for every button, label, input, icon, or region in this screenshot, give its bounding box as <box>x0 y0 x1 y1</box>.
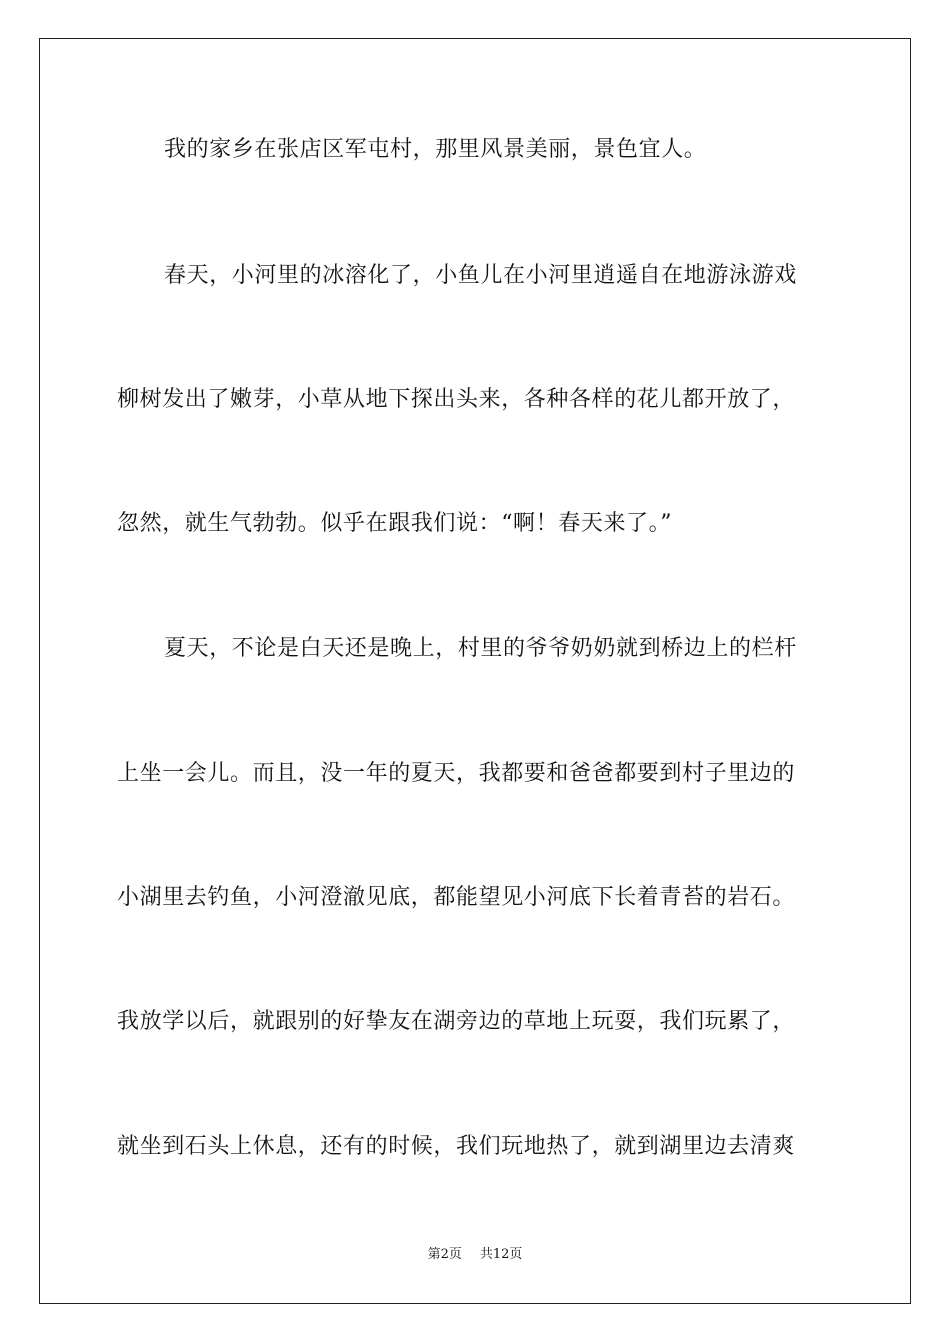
text-line: 小湖里去钓鱼，小河澄澈见底，都能望见小河底下长着青苔的岩石。 <box>117 885 796 910</box>
text-line: 忽然，就生气勃勃。似乎在跟我们说：“啊！春天来了。” <box>117 511 673 536</box>
page-number: 第2页 <box>427 1247 462 1262</box>
text-line: 我放学以后，就跟别的好挚友在湖旁边的草地上玩耍，我们玩累了， <box>117 1009 796 1034</box>
text-line: 就坐到石头上休息，还有的时候，我们玩地热了，就到湖里边去清爽 <box>117 1134 796 1159</box>
page-total: 共12页 <box>479 1247 523 1262</box>
text-line: 夏天，不论是白天还是晚上，村里的爷爷奶奶就到桥边上的栏杆 <box>164 636 797 661</box>
page-border <box>39 38 911 1304</box>
page-footer <box>0 1246 950 1264</box>
text-line: 柳树发出了嫩芽，小草从地下探出头来，各种各样的花儿都开放了， <box>117 387 796 412</box>
text-line: 我的家乡在张店区军屯村，那里风景美丽，景色宜人。 <box>164 137 707 162</box>
text-line: 春天，小河里的冰溶化了，小鱼儿在小河里逍遥自在地游泳游戏 <box>164 263 797 288</box>
text-line: 上坐一会儿。而且，没一年的夏天，我都要和爸爸都要到村子里边的 <box>117 761 796 786</box>
